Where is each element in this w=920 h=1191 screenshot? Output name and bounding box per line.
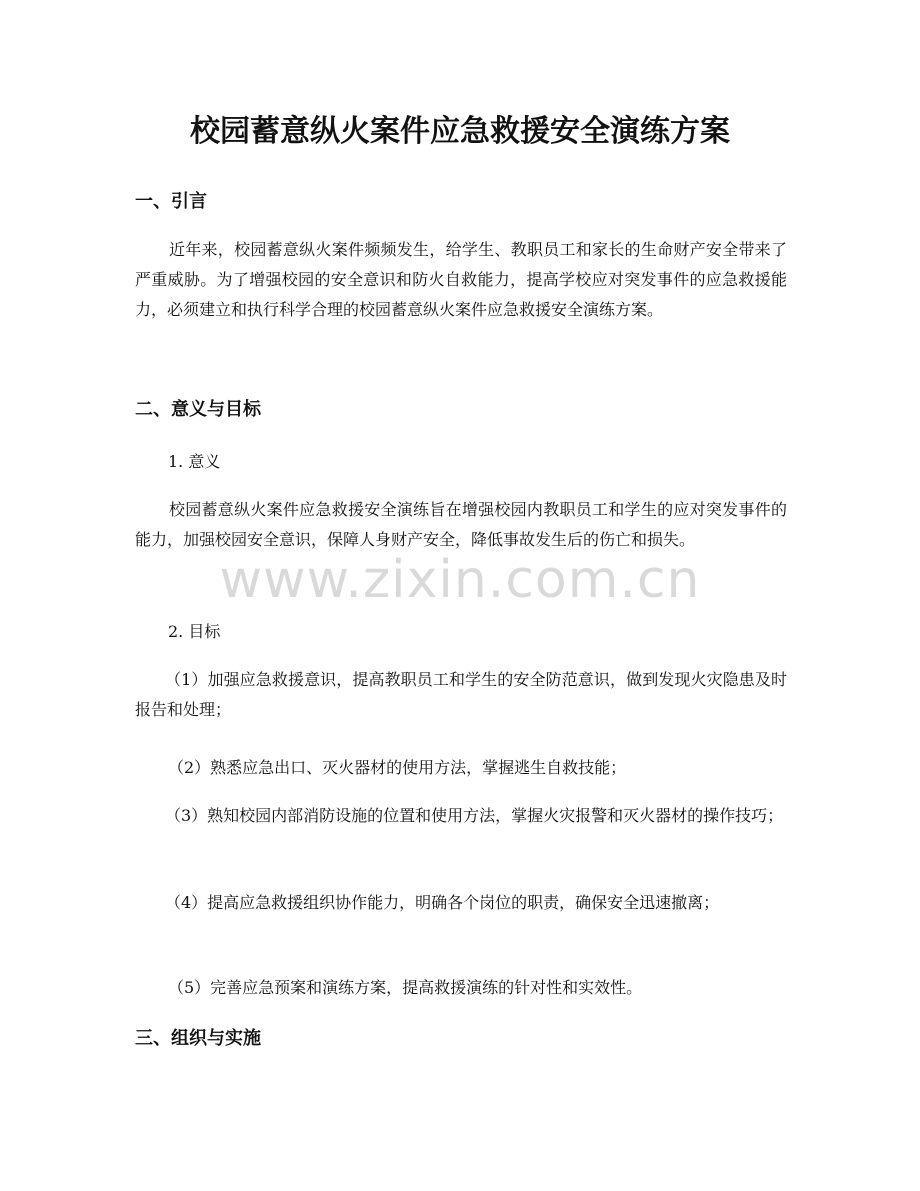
- section-heading-intro: 一、引言: [135, 191, 207, 212]
- section-heading-organization: 三、组织与实施: [135, 1028, 261, 1049]
- goal-item: （5）完善应急预案和演练方案，提高救援演练的针对性和实效性。: [168, 978, 643, 997]
- meaning-paragraph: 校园蓄意纵火案件应急救援安全演练旨在增强校园内教职员工和学生的应对突发事件的能力，加强校园安全意识，保障人身财产安全，降低事故发生后的伤亡和损失。: [135, 500, 787, 549]
- document-title: 校园蓄意纵火案件应急救援安全演练方案: [190, 114, 730, 149]
- goal-item: （2）熟悉应急出口、灭火器材的使用方法，掌握逃生自救技能；: [168, 758, 627, 777]
- goal-item: （4）提高应急救援组织协作能力，明确各个岗位的职责，确保安全迅速撤离；: [165, 893, 720, 912]
- section-heading-meaning: 二、意义与目标: [135, 399, 261, 420]
- subheading-meaning: 1. 意义: [168, 452, 221, 471]
- goal-item: （1）加强应急救援意识，提高教职员工和学生的安全防范意识，做到发现火灾隐患及时报告和处理；: [135, 670, 787, 719]
- intro-paragraph: 近年来，校园蓄意纵火案件频频发生，给学生、教职员工和家长的生命财产安全带来了严重威胁。为了增强校园的安全意识和防火自救能力，提高学校应对突发事件的应急救援能力，必须建立和执行科学合理的校园蓄意纵火案件应急救援安全演练方案。: [135, 240, 787, 319]
- goal-item: （3）熟知校园内部消防设施的位置和使用方法，掌握火灾报警和灭火器材的操作技巧；: [165, 806, 784, 825]
- subheading-goals: 2. 目标: [168, 622, 221, 641]
- watermark: www.zixin.com.cn: [219, 550, 701, 610]
